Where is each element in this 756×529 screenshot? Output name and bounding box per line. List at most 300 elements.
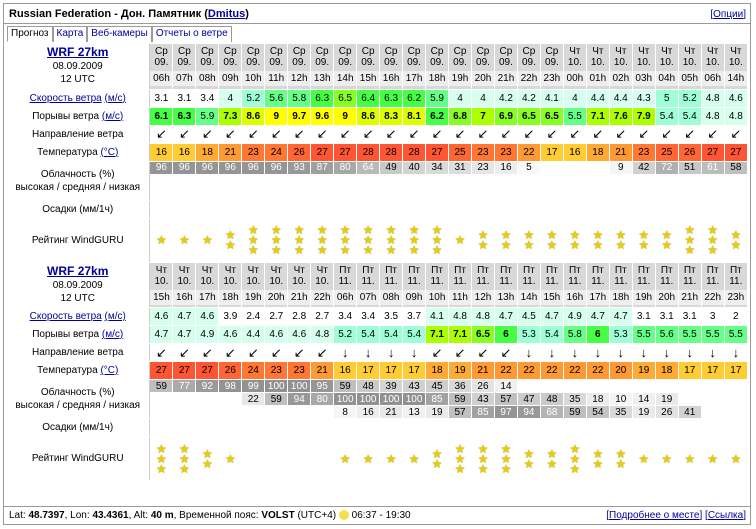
alt-value: 40 m <box>150 510 174 521</box>
temp-cell: 25 <box>655 143 678 161</box>
star-icon: ★ <box>431 446 443 461</box>
rating-cell <box>678 437 701 481</box>
cloud-cell: 42 <box>632 161 655 174</box>
cloud-cell: 19 <box>632 406 655 419</box>
gust-cell: 4.9 <box>196 326 219 344</box>
footer-links: [Подробнее о месте] [Ссылка] <box>606 510 746 521</box>
time-header: Ср 09. 20h <box>472 44 495 89</box>
temp-cell: 16 <box>563 143 586 161</box>
speed-cell: 2.7 <box>265 308 288 326</box>
star-icon: ★ <box>431 243 443 257</box>
gust-cell: 4.8 <box>311 326 334 344</box>
time-header: Пт 11. 20h <box>655 263 678 308</box>
star-icon: ★ <box>247 223 259 237</box>
temp-cell: 17 <box>724 362 747 380</box>
wind-arrow-icon: ↙ <box>540 125 563 143</box>
temp-cell: 27 <box>196 362 219 380</box>
speed-cell: 4.7 <box>173 308 196 326</box>
wind-arrow-icon: ↙ <box>494 125 517 143</box>
gust-cell: 7.6 <box>609 107 632 125</box>
speed-cell: 3 <box>701 308 724 326</box>
rating-cell <box>219 437 242 481</box>
star-icon: ★ <box>569 238 581 252</box>
precip-cell <box>380 419 403 437</box>
gust-cell: 9 <box>265 107 288 125</box>
time-header: Чт 10. 16h <box>173 263 196 308</box>
author-link[interactable]: Dmitus <box>207 8 246 20</box>
gust-cell: 5.8 <box>563 326 586 344</box>
star-icon: ★ <box>500 228 512 242</box>
star-icon: ★ <box>270 243 282 257</box>
star-icon: ★ <box>569 461 581 476</box>
cloud-cell: 59 <box>150 380 173 393</box>
cloud-cell <box>449 187 472 200</box>
cloud-cell <box>724 174 747 187</box>
star-icon: ★ <box>270 233 282 247</box>
rating-cell <box>219 218 242 262</box>
star-icon: ★ <box>523 238 535 252</box>
cloud-cell <box>334 174 357 187</box>
cloud-cell: 100 <box>403 393 426 406</box>
cloud-cell <box>288 174 311 187</box>
star-icon: ★ <box>224 228 236 242</box>
wind-arrow-icon: ↓ <box>403 344 426 362</box>
speed-cell: 4 <box>563 89 586 107</box>
star-icon: ★ <box>247 233 259 247</box>
link-link[interactable]: Ссылка <box>707 510 744 521</box>
precip-cell <box>540 419 563 437</box>
time-header: Ср 09. 09h <box>219 44 242 89</box>
wind-arrow-icon: ↙ <box>678 125 701 143</box>
cloud-cell <box>655 187 678 200</box>
cloud-cell: 8 <box>334 406 357 419</box>
temp-cell: 28 <box>403 143 426 161</box>
rating-cell <box>380 437 403 481</box>
gust-cell: 7.1 <box>586 107 609 125</box>
wind-arrow-icon: ↓ <box>678 344 701 362</box>
wind-arrow-icon: ↙ <box>586 125 609 143</box>
cloud-cell <box>678 187 701 200</box>
cloud-cell <box>288 187 311 200</box>
precip-cell <box>150 200 173 218</box>
cloud-cell <box>632 174 655 187</box>
cloud-cell: 94 <box>517 406 540 419</box>
time-header: Ср 09. 11h <box>265 44 288 89</box>
gust-cell: 5.4 <box>380 326 403 344</box>
rating-cell <box>150 218 173 262</box>
time-header: Ср 09. 13h <box>311 44 334 89</box>
wind-arrow-icon: ↙ <box>265 344 288 362</box>
cloud-cell: 80 <box>311 393 334 406</box>
time-header: Чт 10. 06h <box>701 44 724 89</box>
cloud-cell: 14 <box>494 380 517 393</box>
cloud-cell <box>380 174 403 187</box>
cloud-cell: 10 <box>609 393 632 406</box>
precip-cell <box>219 419 242 437</box>
cloud-cell <box>150 406 173 419</box>
temp-cell: 22 <box>494 362 517 380</box>
star-icon: ★ <box>316 243 328 257</box>
gust-cell: 5.9 <box>196 107 219 125</box>
gust-cell: 7.1 <box>426 326 449 344</box>
tab-map[interactable]: Карта <box>53 26 88 42</box>
model-utc: 12 UTC <box>60 292 95 304</box>
cloud-cell: 59 <box>265 393 288 406</box>
cloud-cell <box>219 187 242 200</box>
time-header: Чт 10. 00h <box>563 44 586 89</box>
precip-cell <box>426 200 449 218</box>
temp-cell: 16 <box>173 143 196 161</box>
cloud-cell: 80 <box>334 161 357 174</box>
temp-cell: 28 <box>380 143 403 161</box>
time-header: Пт 11. 13h <box>494 263 517 308</box>
tab-webcams[interactable]: Веб-камеры <box>87 26 152 42</box>
star-icon: ★ <box>201 233 213 247</box>
speed-cell: 4.7 <box>540 308 563 326</box>
gust-cell: 5.5 <box>632 326 655 344</box>
spot-info: Lat: 48.7397, Lon: 43.4361, Alt: 40 m, Временной пояс: VOLST (UTC+4) 06:37 - 19:30 <box>9 510 411 521</box>
time-header: Пт 11. 22h <box>701 263 724 308</box>
cloud-cell: 96 <box>196 161 219 174</box>
cloud-cell: 48 <box>357 380 380 393</box>
cloud-cell: 87 <box>311 161 334 174</box>
rating-cell <box>678 218 701 262</box>
wind-arrow-icon: ↓ <box>586 344 609 362</box>
cloud-cell <box>701 406 724 419</box>
rating-cell <box>357 218 380 262</box>
precip-cell <box>701 200 724 218</box>
star-icon: ★ <box>408 223 420 237</box>
cloud-cell <box>563 380 586 393</box>
star-icon: ★ <box>316 223 328 237</box>
precip-cell <box>494 200 517 218</box>
time-header: Чт 10. 05h <box>678 44 701 89</box>
temp-cell: 27 <box>311 143 334 161</box>
speed-cell: 2.4 <box>242 308 265 326</box>
rating-cell <box>586 218 609 262</box>
cloud-cell <box>517 187 540 200</box>
cloud-cell <box>265 406 288 419</box>
rating-cell <box>242 218 265 262</box>
cloud-cell: 43 <box>403 380 426 393</box>
cloud-cell: 5 <box>517 161 540 174</box>
precip-cell <box>678 419 701 437</box>
time-header: Чт 10. 01h <box>586 44 609 89</box>
cloud-cell <box>632 187 655 200</box>
time-header: Пт 11. 16h <box>563 263 586 308</box>
cloud-cell: 77 <box>173 380 196 393</box>
cloud-cell <box>724 187 747 200</box>
wind-arrow-icon: ↓ <box>517 344 540 362</box>
cloud-cell <box>586 174 609 187</box>
cloud-cell: 96 <box>150 161 173 174</box>
cloud-cell <box>540 380 563 393</box>
star-icon: ★ <box>684 223 696 237</box>
forecast-table <box>6 44 748 263</box>
wind-arrow-icon: ↙ <box>426 344 449 362</box>
options-link[interactable]: Опции <box>713 9 744 20</box>
precip-cell <box>655 419 678 437</box>
gust-cell: 4.8 <box>701 107 724 125</box>
rating-cell <box>632 218 655 262</box>
star-icon: ★ <box>477 451 489 466</box>
cloud-cell: 98 <box>219 380 242 393</box>
gust-cell: 8.3 <box>380 107 403 125</box>
cloud-cell <box>150 187 173 200</box>
temp-cell: 19 <box>632 362 655 380</box>
rating-cell <box>517 218 540 262</box>
precip-cell <box>403 419 426 437</box>
star-icon: ★ <box>661 238 673 252</box>
gust-cell: 7 <box>472 107 495 125</box>
star-icon: ★ <box>454 233 466 247</box>
star-icon: ★ <box>730 228 742 242</box>
speed-cell: 2.8 <box>288 308 311 326</box>
cloud-cell <box>173 174 196 187</box>
star-icon: ★ <box>293 243 305 257</box>
rating-cell <box>242 437 265 481</box>
precip-cell <box>219 200 242 218</box>
temp-cell: 26 <box>288 143 311 161</box>
row-label-gust: Порывы ветра (м/с) <box>6 326 150 344</box>
rating-cell <box>449 437 472 481</box>
star-icon: ★ <box>523 456 535 471</box>
precip-cell <box>426 419 449 437</box>
cloud-cell <box>403 187 426 200</box>
cloud-cell: 100 <box>334 393 357 406</box>
speed-cell: 5.9 <box>426 89 449 107</box>
temp-cell: 28 <box>357 143 380 161</box>
cloud-cell: 85 <box>426 393 449 406</box>
rating-cell <box>150 437 173 481</box>
gust-cell: 5.3 <box>609 326 632 344</box>
cloud-cell: 57 <box>494 393 517 406</box>
rating-cell <box>403 437 426 481</box>
gust-cell: 6.5 <box>540 107 563 125</box>
tab-forecast[interactable]: Прогноз <box>7 26 53 42</box>
row-label-speed: Скорость ветра (м/с) <box>6 89 150 107</box>
rating-cell <box>701 218 724 262</box>
speed-cell: 5.2 <box>242 89 265 107</box>
temp-cell: 23 <box>242 143 265 161</box>
cloud-cell <box>173 406 196 419</box>
time-header: Пт 11. 11h <box>449 263 472 308</box>
precip-cell <box>265 419 288 437</box>
temp-cell: 23 <box>494 143 517 161</box>
gust-cell: 7.1 <box>449 326 472 344</box>
cloud-cell <box>449 174 472 187</box>
precip-cell <box>632 419 655 437</box>
rating-cell <box>724 218 747 262</box>
wind-arrow-icon: ↙ <box>472 125 495 143</box>
time-header: Чт 10. 21h <box>288 263 311 308</box>
star-icon: ★ <box>684 451 696 466</box>
temp-cell: 27 <box>426 143 449 161</box>
wind-arrow-icon: ↙ <box>196 125 219 143</box>
cloud-cell <box>586 187 609 200</box>
star-icon: ★ <box>661 451 673 466</box>
cloud-cell <box>334 187 357 200</box>
star-icon: ★ <box>156 461 167 476</box>
time-header: Ср 09. 08h <box>196 44 219 89</box>
rating-cell <box>540 437 563 481</box>
cloud-cell <box>563 187 586 200</box>
temp-cell: 27 <box>334 143 357 161</box>
gust-cell: 5.5 <box>563 107 586 125</box>
speed-cell: 3.4 <box>334 308 357 326</box>
cloud-cell: 48 <box>540 393 563 406</box>
cloud-cell: 57 <box>449 406 472 419</box>
model-date: 08.09.2009 <box>52 279 103 291</box>
star-icon: ★ <box>707 243 719 257</box>
time-header: Чт 10. 15h <box>150 263 173 308</box>
speed-cell: 4.5 <box>517 308 540 326</box>
cloud-cell <box>150 174 173 187</box>
wind-arrow-icon: ↙ <box>173 125 196 143</box>
cloud-cell <box>426 187 449 200</box>
star-icon: ★ <box>730 451 742 466</box>
wind-arrow-icon: ↓ <box>655 344 678 362</box>
wind-arrow-icon: ↙ <box>288 344 311 362</box>
star-icon: ★ <box>408 243 420 257</box>
wind-arrow-icon: ↙ <box>724 125 747 143</box>
cloud-cell <box>357 187 380 200</box>
cloud-cell <box>678 393 701 406</box>
cloud-cell: 96 <box>219 161 242 174</box>
star-icon: ★ <box>569 228 581 242</box>
time-header: Чт 10. 14h <box>724 44 747 89</box>
speed-cell: 3.1 <box>678 308 701 326</box>
star-icon: ★ <box>500 238 512 252</box>
star-icon: ★ <box>638 228 650 242</box>
star-icon: ★ <box>408 233 420 247</box>
cloud-cell: 16 <box>494 161 517 174</box>
wind-arrow-icon: ↙ <box>563 125 586 143</box>
wind-arrow-icon: ↓ <box>563 344 586 362</box>
star-icon: ★ <box>362 223 374 237</box>
row-label-rating: Рейтинг WindGURU <box>6 218 150 262</box>
cloud-cell <box>586 161 609 174</box>
precip-cell <box>357 200 380 218</box>
time-header: Пт 11. 21h <box>678 263 701 308</box>
temp-cell: 22 <box>586 362 609 380</box>
star-icon: ★ <box>179 233 190 247</box>
precip-cell <box>242 200 265 218</box>
precip-cell <box>173 419 196 437</box>
star-icon: ★ <box>385 233 397 247</box>
wind-arrow-icon: ↙ <box>426 125 449 143</box>
precip-cell <box>403 200 426 218</box>
gust-cell: 5.4 <box>678 107 701 125</box>
cloud-cell <box>609 380 632 393</box>
cloud-cell <box>724 380 747 393</box>
time-header: Пт 11. 23h <box>724 263 747 308</box>
row-label-rating: Рейтинг WindGURU <box>6 437 150 481</box>
precip-cell <box>196 419 219 437</box>
cloud-cell: 36 <box>449 380 472 393</box>
cloud-cell <box>655 380 678 393</box>
time-header: Пт 11. 07h <box>357 263 380 308</box>
time-header: Пт 11. 14h <box>517 263 540 308</box>
cloud-cell: 59 <box>563 406 586 419</box>
cloud-cell: 22 <box>242 393 265 406</box>
wind-arrow-icon: ↙ <box>265 125 288 143</box>
cloud-cell: 43 <box>472 393 495 406</box>
wind-arrow-icon: ↙ <box>219 344 242 362</box>
temp-cell: 17 <box>357 362 380 380</box>
gust-cell: 5.4 <box>403 326 426 344</box>
star-icon: ★ <box>454 451 466 466</box>
cloud-cell <box>724 393 747 406</box>
rating-cell <box>265 218 288 262</box>
time-header: Пт 11. 12h <box>472 263 495 308</box>
row-label-precip: Осадки (мм/1ч) <box>6 200 150 218</box>
time-header: Ср 09. 06h <box>150 44 173 89</box>
wind-arrow-icon: ↓ <box>357 344 380 362</box>
gust-cell: 5.5 <box>678 326 701 344</box>
gust-cell: 7.3 <box>219 107 242 125</box>
rating-cell <box>517 437 540 481</box>
speed-cell: 4 <box>472 89 495 107</box>
star-icon: ★ <box>362 243 374 257</box>
row-label-dir: Направление ветра <box>6 125 150 143</box>
tab-reports[interactable]: Отчеты о ветре <box>152 26 232 42</box>
cloud-cell <box>678 174 701 187</box>
star-icon: ★ <box>477 228 489 242</box>
star-icon: ★ <box>707 451 719 466</box>
cloud-cell <box>701 380 724 393</box>
speed-cell: 4.6 <box>196 308 219 326</box>
rating-cell <box>586 437 609 481</box>
rating-cell <box>494 437 517 481</box>
model-link[interactable]: WRF 27km <box>47 45 109 59</box>
gust-cell: 5.5 <box>724 326 747 344</box>
speed-cell: 6.4 <box>357 89 380 107</box>
cloud-cell <box>609 187 632 200</box>
cloud-cell <box>609 174 632 187</box>
precip-cell <box>288 200 311 218</box>
star-icon: ★ <box>339 451 351 466</box>
precip-cell <box>655 200 678 218</box>
speed-cell: 4.9 <box>563 308 586 326</box>
precip-cell <box>449 200 472 218</box>
rating-cell <box>724 437 747 481</box>
time-header: Ср 09. 17h <box>403 44 426 89</box>
cloud-cell: 59 <box>449 393 472 406</box>
temp-cell: 17 <box>540 143 563 161</box>
speed-cell: 3.5 <box>380 308 403 326</box>
rating-cell <box>563 437 586 481</box>
speed-cell: 4.7 <box>586 308 609 326</box>
gust-cell: 6 <box>586 326 609 344</box>
spot-details-link[interactable]: Подробнее о месте <box>609 510 700 521</box>
star-icon: ★ <box>224 238 236 252</box>
wind-arrow-icon: ↙ <box>334 125 357 143</box>
temp-cell: 17 <box>701 362 724 380</box>
star-icon: ★ <box>247 243 259 257</box>
model-link[interactable]: WRF 27km <box>47 263 109 278</box>
time-header: Пт 11. 18h <box>609 263 632 308</box>
star-icon: ★ <box>362 451 374 466</box>
cloud-cell: 72 <box>655 161 678 174</box>
precip-cell <box>678 200 701 218</box>
cloud-cell: 14 <box>632 393 655 406</box>
star-icon: ★ <box>684 233 696 247</box>
rating-cell <box>334 218 357 262</box>
cloud-cell <box>357 174 380 187</box>
cloud-cell <box>403 174 426 187</box>
cloud-cell: 21 <box>380 406 403 419</box>
